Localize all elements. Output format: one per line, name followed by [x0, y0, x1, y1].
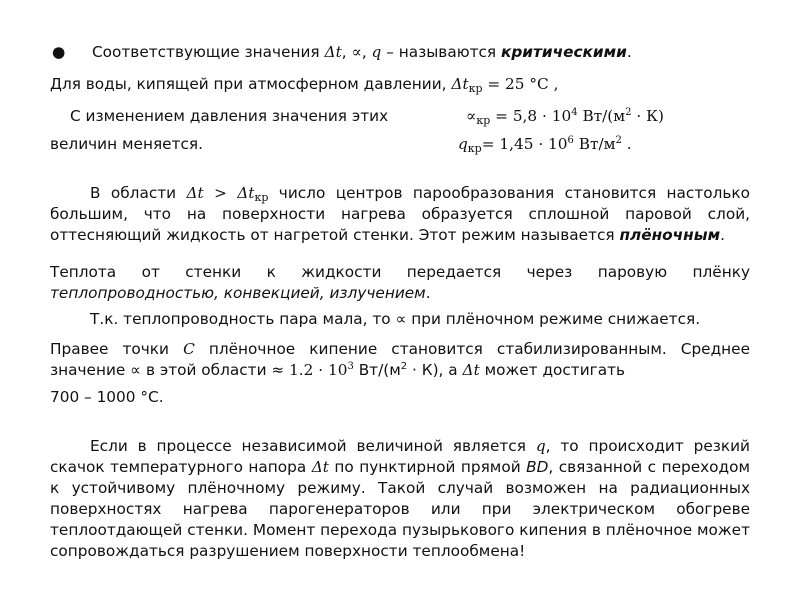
q-critical-symbol: q [458, 135, 468, 153]
alpha-critical-formula [466, 106, 664, 127]
alpha-critical-sub: кр [476, 114, 491, 127]
alpha-critical-unit-b: · К) [631, 107, 664, 125]
q-critical-eq: = 1,45 · 10 [481, 135, 568, 153]
p1-delta-t-cr: Δt [237, 184, 255, 202]
q-critical-formula [458, 134, 632, 155]
water-formula-sub: кр [468, 82, 483, 95]
q-critical-unit-a: Вт/м [573, 135, 616, 153]
p1-text-a: В области [90, 184, 187, 202]
p2-italic: теплопроводностью, конвекцией, излучением [50, 284, 426, 302]
p1-delta-t-cr-sub: кр [254, 191, 269, 204]
p1-gt: > [203, 184, 238, 202]
stabilized-film-paragraph [50, 339, 750, 381]
p5-q: q [535, 437, 546, 455]
p5-text-c: по пунктирной прямой [328, 458, 527, 476]
p4-text-c: может достигать [479, 361, 625, 379]
bullet-icon: ● [52, 43, 66, 61]
alpha-symbol: ∝ [351, 43, 362, 61]
delta-t-symbol: Δt [324, 43, 342, 61]
point-c: C [183, 340, 195, 358]
p4-unit-a: Вт/(м [353, 361, 401, 379]
p4-delta-t: Δt [462, 361, 480, 379]
film-word: плёночным [619, 226, 721, 244]
water-text: Для воды, кипящей при атмосферном давлении, [50, 75, 452, 93]
p5-text-b: , то происходит резкий скачок температурного напора [50, 437, 750, 476]
bullet-text-before: Соответствующие значения [92, 43, 325, 61]
heat-transfer-paragraph [50, 262, 750, 304]
alpha-critical-exp: 4 [571, 107, 578, 118]
p5-delta-t: Δt [311, 458, 329, 476]
alpha-critical-unit-exp: 2 [625, 107, 632, 118]
p1-end: . [720, 226, 725, 244]
line-bd: BD [526, 458, 549, 476]
water-boiling-line [50, 74, 558, 95]
p4-text-a: Правее точки [50, 340, 184, 358]
temperature-range: 700 – 1000 °C. [50, 388, 164, 406]
p5-text-a: Если в процессе независимой величиной является [90, 437, 536, 455]
water-formula-symbol: Δt [451, 75, 469, 93]
critical-word: критическими [500, 43, 627, 61]
film-regime-paragraph [50, 183, 750, 246]
bullet-text-after: – называются [381, 43, 501, 61]
pressure-change-line-1: С изменением давления значения этих [70, 107, 389, 125]
p2-text-a: Теплота от стенки к жидкости передается через паровую плёнку [50, 263, 750, 281]
alpha-critical-symbol: ∝ [466, 107, 477, 125]
p4-approx: ≈ 1.2 · 10 [271, 361, 348, 379]
critical-values-bullet: ● Соответствующие значения Δt, ∝, q – называются критическими. [52, 43, 632, 61]
p4-unit-exp: 2 [400, 361, 408, 372]
bullet-end: . [626, 43, 632, 61]
p4-text-b: плёночное кипение становится стабилизированным. Среднее значение ∝ в этой области [50, 340, 750, 379]
p4-unit-b: · К), а [407, 361, 463, 379]
q-symbol: q [371, 43, 382, 61]
p1-text-b: число центров парообразования становится настолько большим, что на поверхности нагрева образуется сплошной паровой слой, оттесняющий жидкость от нагретой стенки. Этот режим называется [50, 184, 751, 244]
pressure-change-line-2: величин меняется. [50, 135, 203, 153]
alpha-critical-unit-a: Вт/(м [577, 107, 626, 125]
q-critical-exp: 6 [567, 135, 574, 146]
water-formula-value: = 25 °C , [482, 75, 559, 93]
conductivity-line: Т.к. теплопроводность пара мала, то ∝ при плёночном режиме снижается. [90, 310, 701, 328]
p4-exp: 3 [347, 361, 354, 372]
q-critical-unit-b: . [621, 135, 632, 153]
p1-delta-t: Δt [186, 184, 204, 202]
heat-flux-paragraph [50, 436, 750, 562]
p2-end: . [425, 284, 431, 302]
alpha-critical-eq: = 5,8 · 10 [490, 107, 572, 125]
p5-text-d: , связанной с переходом к устойчивому плёночному режиму. Такой случай возможен на радиационных поверхностях нагрева парогенераторов или при электрическом обогреве теплоотдающей стенки. Момент перехода пузырькового кипения в плёночное может сопровождаться разрушением поверхности теплообмена! [50, 458, 750, 560]
q-critical-unit-exp: 2 [615, 135, 622, 146]
q-critical-sub: кр [467, 142, 482, 155]
